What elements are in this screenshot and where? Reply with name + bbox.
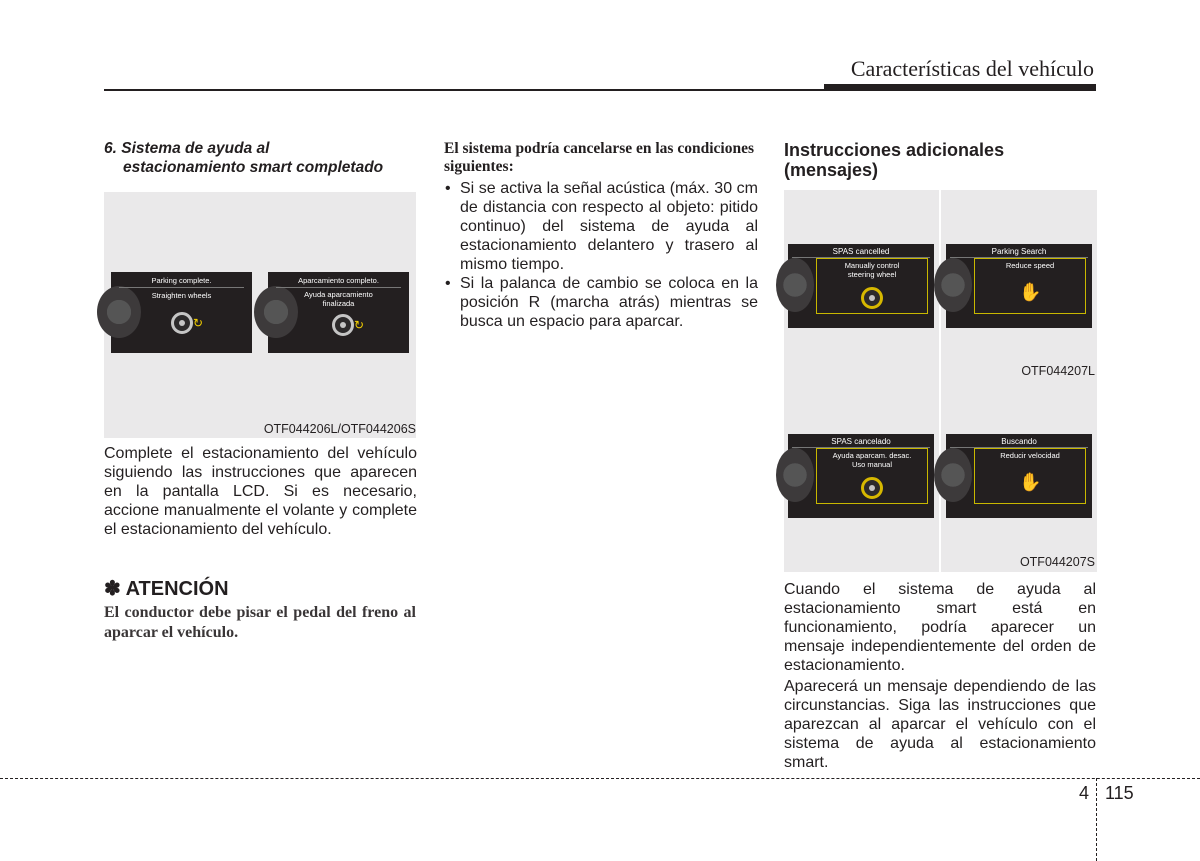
foot-brake-icon: ✋ [1019, 282, 1042, 302]
message-line1: Reduce speed [1005, 261, 1055, 270]
attention-heading [104, 576, 229, 601]
message-line2: Uso manual [851, 460, 893, 469]
col3-heading-line2: (mensajes) [784, 160, 879, 180]
attention-body: El conductor debe pisar el pedal del freno al aparcar el vehículo. [104, 604, 416, 641]
foot-brake-icon: ✋ [1019, 472, 1042, 492]
lcd-message: Straighten wheels [151, 291, 212, 300]
rotate-arrow-icon: ↻ [193, 316, 204, 330]
lcd-panel-parking-search [946, 244, 1092, 328]
col3-paragraph-2: Aparecerá un mensaje dependiendo de las circunstancias. Siga las instrucciones que aparezcan al aparcar el vehículo con el sistema de ayuda al estacionamiento smart. [784, 678, 1096, 771]
figure-caption: OTF044207S [1019, 555, 1095, 569]
bullet-list [444, 179, 758, 331]
list-item [444, 274, 758, 331]
message-box [816, 258, 928, 314]
gauge-icon [934, 448, 972, 502]
message-line2: steering wheel [847, 270, 897, 279]
message-box [974, 258, 1086, 314]
lcd-divider [276, 287, 401, 288]
lcd-title: Aparcamiento completo. [298, 276, 379, 285]
col3-heading [784, 140, 1084, 180]
attention-title: ATENCIÓN [125, 578, 229, 600]
figure-caption: OTF044206L/OTF044206S [263, 422, 416, 436]
message-box [974, 448, 1086, 504]
chapter-number: 4 [1079, 783, 1090, 803]
message-line1: Manually control [844, 261, 900, 270]
gauge-icon [934, 258, 972, 312]
list-item-text: Si se activa la señal acústica (máx. 30 cm de distancia con respecto al objeto: pitido continuo) del sistema de ayuda al estacionamiento delantero y trasero al mismo tiempo. [460, 180, 758, 273]
lcd-title: SPAS cancelado [831, 437, 891, 446]
steering-wheel-icon [332, 314, 354, 336]
lcd-message-line2: finalizada [322, 299, 355, 308]
figure-messages-es [784, 382, 1097, 572]
col1-body-paragraph: Complete el estacionamiento del vehículo siguiendo las instrucciones que aparecen en la pantalla LCD. Si es necesario, accione manualmente el volante y complete el estacionamiento del vehículo. [104, 445, 417, 538]
figure-parking-complete [104, 192, 416, 438]
page-header-title: Características del vehículo [850, 56, 1094, 81]
lcd-panel-spas-cancelled [788, 244, 934, 328]
lcd-panel-spas-cancelado [788, 434, 934, 518]
steering-wheel-icon [861, 287, 883, 309]
message-box [816, 448, 928, 504]
steering-wheel-icon [171, 312, 193, 334]
bullet-marker: • [445, 275, 451, 292]
attention-icon: ✽ [104, 578, 121, 600]
step-number: 6. [104, 140, 117, 157]
header-rule [104, 89, 824, 91]
lcd-panel-es [268, 272, 409, 353]
step-title [104, 139, 424, 177]
lcd-message-line1: Ayuda aparcamiento [304, 290, 373, 299]
col3-paragraph-1: Cuando el sistema de ayuda al estacionamiento smart está en funcionamiento, podría aparecer un mensaje independientemente del orden de estacionamiento. [784, 581, 1096, 674]
lcd-divider [119, 287, 244, 288]
page-number: 115 [1105, 783, 1134, 803]
header-rule-thick [824, 84, 1096, 91]
lcd-panel-buscando [946, 434, 1092, 518]
lcd-title: SPAS cancelled [832, 247, 890, 256]
rotate-arrow-icon: ↻ [354, 318, 365, 332]
bullet-marker: • [445, 180, 451, 197]
list-item-text: Si la palanca de cambio se coloca en la posición R (marcha atrás) mientras se busca un espacio para aparcar. [460, 275, 758, 330]
figure-messages-en [784, 190, 1097, 382]
lcd-title: Parking complete. [151, 276, 212, 285]
step-title-line2: estacionamiento smart completado [123, 159, 384, 176]
col2-heading: El sistema podría cancelarse en las condiciones siguientes: [444, 140, 754, 175]
col3-heading-line1: Instrucciones adicionales [784, 140, 1005, 160]
lcd-panel-en [111, 272, 252, 353]
step-title-line1: Sistema de ayuda al [121, 140, 270, 157]
message-line1: Reducir velocidad [1000, 451, 1060, 460]
steering-wheel-icon [861, 477, 883, 499]
gauge-icon [776, 258, 814, 312]
list-item [444, 179, 758, 274]
gauge-icon [776, 448, 814, 502]
lcd-title: Buscando [1001, 437, 1037, 446]
lcd-title: Parking Search [991, 247, 1047, 256]
message-line1: Ayuda aparcam. desac. [832, 451, 912, 460]
footer-dashed-rule [0, 778, 1200, 779]
footer-dashed-divider [1096, 778, 1097, 861]
figure-caption: OTF044207L [1021, 364, 1095, 378]
